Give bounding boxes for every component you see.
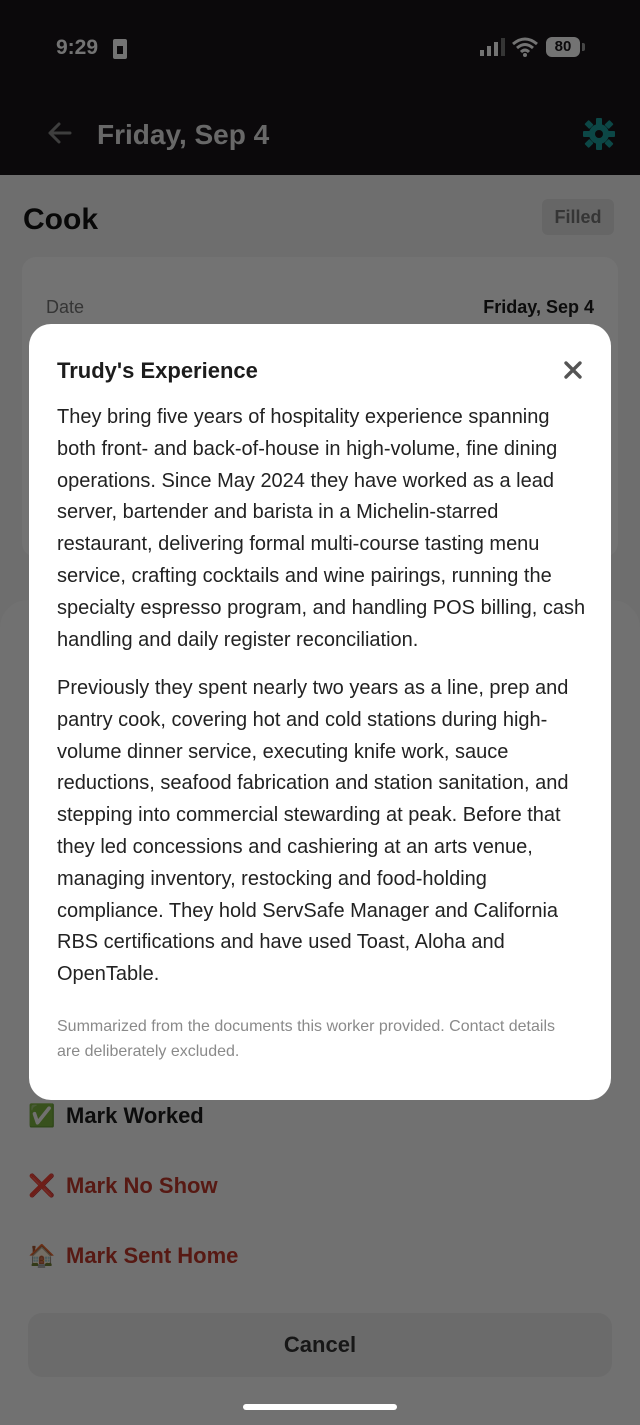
experience-paragraph: They bring five years of hospitality experience spanning both front- and back-of-house in high-volume, fine dining operations. Since May 2024 they have worked as a lead server, bartender and barista in a Michelin-starred restaurant, delivering formal multi-course tasting menu service, crafting cocktails and wine pairings, running the specialty espresso program, and handling POS billing, cash handling and daily register reconciliation. xyxy=(57,406,586,651)
summary-footnote: Summarized from the documents this worker provided. Contact details are deliberately excluded. xyxy=(57,1018,555,1060)
modal-title: Trudy's Experience xyxy=(57,358,258,383)
experience-paragraph: Previously they spent nearly two years as a line, prep and pantry cook, covering hot and cold stations during high-volume dinner service, executing knife work, sauce reductions, seafood fabrication and station sanitation, and stepping into commercial stewarding at peak. Before that they led concessions and cashiering at an arts venue, managing inventory, restocking and food-holding compliance. They hold ServSafe Manager and California RBS certifications and have used Toast, Aloha and OpenTable. xyxy=(57,677,569,986)
close-icon[interactable] xyxy=(563,360,583,380)
home-indicator[interactable] xyxy=(243,1404,397,1410)
experience-modal xyxy=(29,324,611,1100)
